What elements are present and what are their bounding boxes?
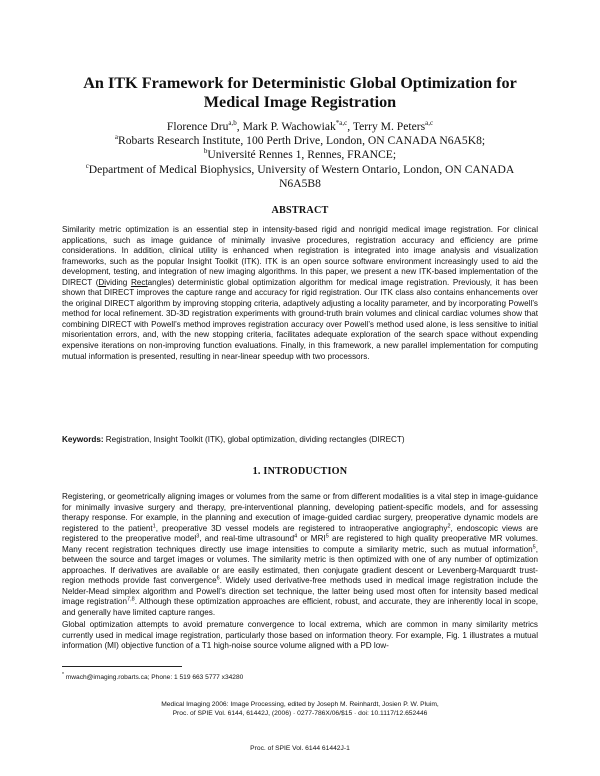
keywords (62, 435, 538, 446)
affiliation (60, 148, 540, 162)
reference-mark: 6 (216, 575, 220, 582)
text-run: Registering, or geometrically aligning images or volumes from the same or from different modalities is a vital step in image-guidance for minimally invasive surgery and therapy, pre-interventional planning, developing patient-specific models, and for assessing therapy response. For example, in the planning and execution of image-guided cardiac surgery, preoperative dynamic models are registered to the patient (62, 492, 538, 533)
affiliation (60, 177, 540, 191)
author-name: Terry M. Peters (352, 120, 426, 133)
author-name: Mark P. Wachowiak (242, 120, 336, 133)
text-run: . Widely used derivative-free methods used in medical image registration include the Nelder-Mead simplex algorithm and Powell’s direction set technique, the latter being used most often for intensity based medical image registration (62, 576, 538, 607)
reference-mark: 5 (325, 533, 329, 540)
affiliation-text: Université Rennes 1, Rennes, FRANCE; (207, 148, 397, 162)
publication-line: Proc. of SPIE Vol. 6144, 61442J, (2006) · 0277-786X/06/$15 · doi: 10.1117/12.652446 (172, 710, 428, 718)
footnote-mark: * (62, 672, 64, 678)
text-run: , and real-time ultrasound (199, 534, 295, 544)
introduction-paragraph-1 (62, 492, 538, 619)
keywords-label: Keywords: (62, 435, 104, 444)
author-names (60, 120, 540, 134)
abstract-text-part: viding (106, 277, 131, 287)
introduction-heading: 1. INTRODUCTION (252, 466, 348, 477)
author-affiliation-mark: a,b (228, 119, 237, 128)
reference-mark: 3 (196, 533, 200, 540)
footnote (62, 671, 243, 682)
author-affiliation-mark: *a,c (335, 119, 348, 128)
page-number: Proc. of SPIE Vol. 6144 61442J-1 (250, 745, 350, 752)
paper-title (60, 74, 540, 112)
affiliation (60, 134, 540, 148)
author-affiliation-mark: a,c (425, 119, 434, 128)
abstract-text-part: Similarity metric optimization is an essential step in intensity-based rigid and nonrigid medical image registration. For clinical applications, such as image guidance of minimally invasive procedures, registration accuracy and efficiency are prime considerations. In addition, clinical utility is enhanced when registration is integrated into image analysis and visualization frameworks, such as the popular Insight Toolkit (ITK). ITK is an open source software environment increasingly used to aid the development, testing, and integration of new imaging algorithms. In this paper, we present a new ITK-based implementation of the DIRECT ( (62, 225, 538, 287)
author-block (60, 120, 540, 191)
introduction-paragraph-2: Global optimization attempts to avoid premature convergence to local extrema, which are common in many similarity metrics currently used in medical image registration, particularly those based on information theory. For example, Fig. 1 illustrates a mutual information (MI) objective function of a T1 high-noise source volume aligned with a PD low- (62, 620, 538, 651)
abstract-heading: ABSTRACT (271, 205, 329, 216)
footnote-text: mwach@imaging.robarts.ca; Phone: 1 519 663 5777 x34280 (63, 674, 244, 682)
text-run: . Although these optimization approaches are efficient, robust, and accurate, they are inherently local in scope, and generally have limited capture ranges. (62, 597, 538, 618)
affiliation-mark: c (85, 161, 89, 170)
reference-mark: 1 (152, 522, 156, 529)
publication-info (60, 700, 540, 718)
author-name: Florence Dru (166, 120, 229, 133)
reference-mark: 5 (532, 544, 536, 551)
affiliation-mark: a (114, 133, 118, 142)
affiliation-text: Department of Medical Biophysics, University of Western Ontario, London, ON CANADA (88, 162, 515, 176)
author-separator: , (347, 120, 353, 133)
publication-line: Medical Imaging 2006: Image Processing, edited by Joseph M. Reinhardt, Josien P. W. Pluim, (161, 701, 439, 708)
abstract-text (62, 225, 538, 362)
text-run: or MRI (297, 534, 326, 544)
underlined-text: Rect (130, 277, 148, 287)
underlined-text: Di (98, 277, 107, 287)
affiliation-mark: b (203, 147, 208, 156)
affiliation-text: Robarts Research Institute, 100 Perth Drive, London, ON CANADA N6A5K8; (118, 134, 486, 148)
reference-mark: 7,8 (127, 596, 135, 603)
abstract-text-part: angles) deterministic global optimization algorithm for medical image registration. Previously, it has been shown that DIRECT improves the capture range and accuracy for rigid registration. Our ITK class also contains enhancements over the original DIRECT algorithm by improving stopping criteria, adaptively adjusting a locality parameter, and by incorporating Powell’s method for local refinement. 3D-3D registration experiments with ground-truth brain volumes and clinical cardiac volumes show that combining DIRECT with Powell’s method improves registration accuracy over Powell’s method used alone, is less sensitive to initial misorientation errors, and, with the new stopping criteria, facilitates adequate exploration of the search space without expending expensive iterations on non-improving function evaluations. Finally, in this framework, a new parallel implementation for computing mutual information is presented, resulting in near-linear speedup with two processors. (62, 277, 538, 361)
text-run: , endoscopic views are registered to the preoperative model (62, 523, 538, 544)
reference-mark: 4 (294, 533, 298, 540)
keywords-text: Registration, Insight Toolkit (ITK), global optimization, dividing rectangles (DIRECT) (103, 435, 405, 444)
footnote-divider (62, 666, 182, 667)
author-separator: , (236, 120, 243, 133)
affiliation (60, 163, 540, 177)
reference-mark: 2 (447, 522, 451, 529)
title-line-1: An ITK Framework for Deterministic Global Optimization for (83, 74, 517, 92)
text-run: , between the source and target images or volumes. The similarity metric is then optimized with one of any number of optimization approaches. If derivatives are available or are easily estimated, then conjugate gradient descent or Levenberg-Marquardt trust-region methods provide fast convergence (62, 544, 538, 586)
text-run: are registered to high quality preoperative MR volumes. Many recent registration techniques directly use image intensities to compute a similarity metric, such as mutual information (62, 534, 539, 554)
affiliation-text: N6A5B8 (279, 176, 321, 190)
text-run: , preoperative 3D vessel models are registered to intraoperative angiography (155, 523, 448, 533)
title-line-2: Medical Image Registration (203, 93, 397, 111)
